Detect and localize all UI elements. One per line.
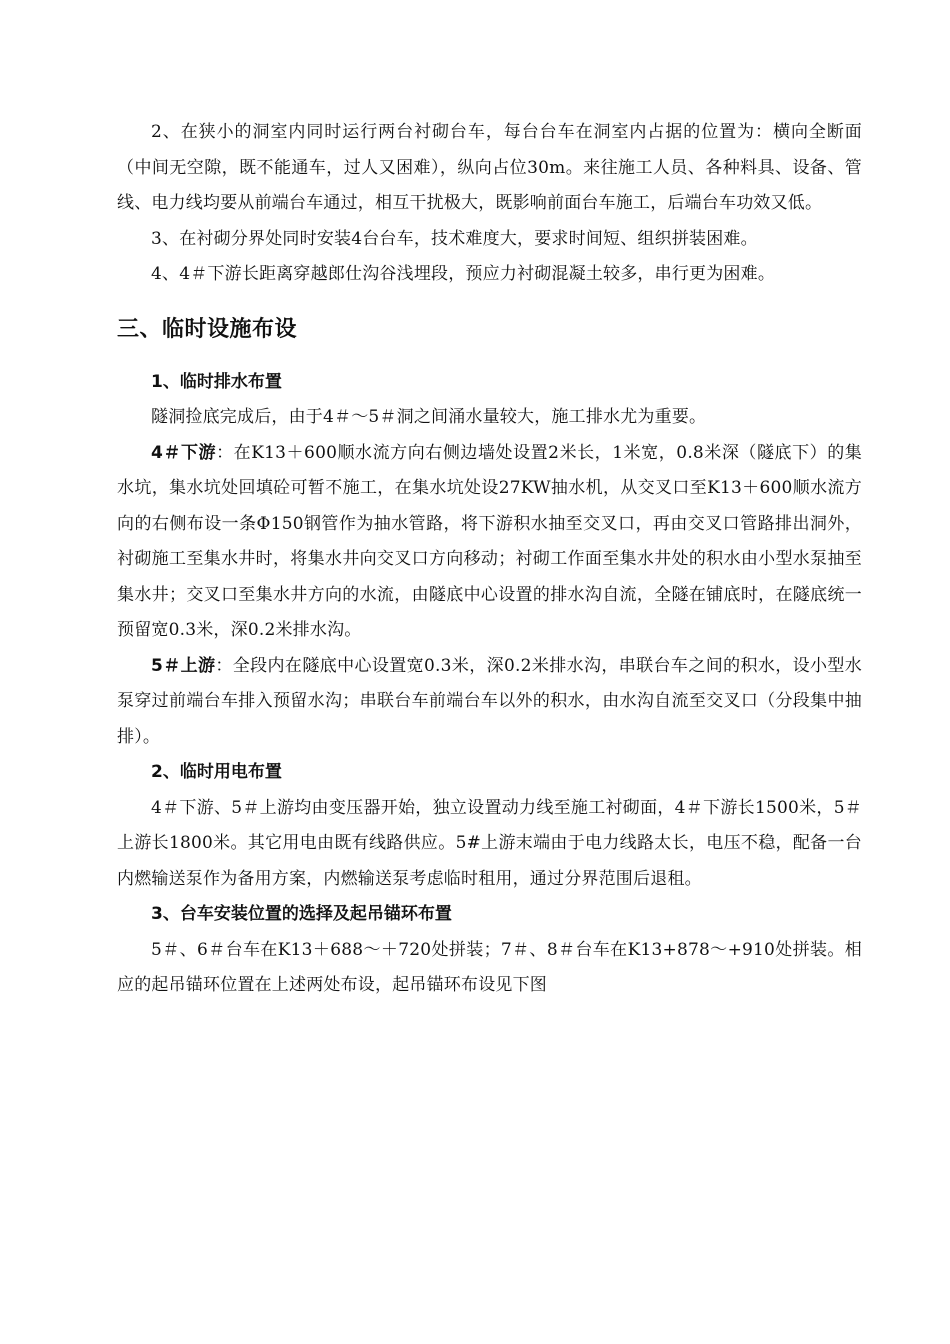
subsection-title-drainage: 1、临时排水布置 — [151, 371, 282, 392]
drainage-upstream-paragraph — [117, 649, 862, 756]
drainage-intro: 隧洞捡底完成后，由于4＃～5＃洞之间涌水量较大，施工排水尤为重要。 — [151, 407, 707, 427]
section-title: 三、临时设施布设 — [117, 316, 298, 342]
subsection-title-trolley: 3、台车安装位置的选择及起吊锚环布置 — [151, 904, 452, 924]
drainage-upstream-text: ：全段内在隧底中心设置宽0.3米，深0.2米排水沟，串联台车之间的积水，设小型水泵穿过前端台车排入预留水沟；串联台车前端台车以外的积水，由水沟自流至交叉口（分段集中抽排）。 — [117, 655, 862, 747]
paragraph-item-2: 2、在狭小的洞室内同时运行两台衬砌台车，每台台车在洞室内占据的位置为：横向全断面（中间无空隙，既不能通车，过人又困难），纵向占位30m。来往施工人员、各种料具、设备、管线、电力线均要从前端台车通过，相互干扰极大，既影响前面台车施工，后端台车功效又低。 — [117, 122, 862, 213]
drainage-downstream-paragraph — [117, 436, 862, 649]
power-paragraph: 4＃下游、5＃上游均由变压器开始，独立设置动力线至施工衬砌面，4＃下游长1500米，5＃上游长1800米。其它用电由既有线路供应。5#上游末端由于电力线路太长，电压不稳，配备一台内燃输送泵作为备用方案，内燃输送泵考虑临时租用，通过分界范围后退租。 — [117, 797, 862, 889]
subsection-title-power: 2、临时用电布置 — [151, 762, 282, 782]
drainage-upstream-lead: 5＃上游 — [151, 655, 216, 676]
drainage-downstream-lead: 4＃下游 — [151, 442, 217, 463]
drainage-downstream-text: ：在K13＋600顺水流方向右侧边墙处设置2米长，1米宽，0.8米深（隧底下）的集水坑，集水坑处回填砼可暂不施工，在集水坑处设27KW抽水机，从交叉口至K13＋600顺水流方向的右侧布设一条Φ150钢管作为抽水管路，将下游积水抽至交叉口，再由交叉口管路排出洞外，衬砌施工至集水井时，将集水井向交叉口方向移动；衬砌工作面至集水井处的积水由小型水泵抽至集水井；交叉口至集水井方向的水流，由隧底中心设置的排水沟自流，全隧在铺底时，在隧底统一预留宽0.3米，深0.2米排水沟。 — [117, 442, 862, 640]
trolley-paragraph: 5＃、6＃台车在K13＋688～＋720处拼装；7＃、8＃台车在K13+878～+910处拼装。相应的起吊锚环位置在上述两处布设，起吊锚环布设见下图 — [117, 939, 862, 995]
document-page — [117, 115, 862, 1004]
paragraph-item-3: 3、在衬砌分界处同时安装4台台车，技术难度大，要求时间短、组织拼装困难。 — [151, 228, 758, 249]
paragraph-item-4: 4、4＃下游长距离穿越郎仕沟谷浅埋段，预应力衬砌混凝土较多，串行更为困难。 — [151, 264, 776, 284]
